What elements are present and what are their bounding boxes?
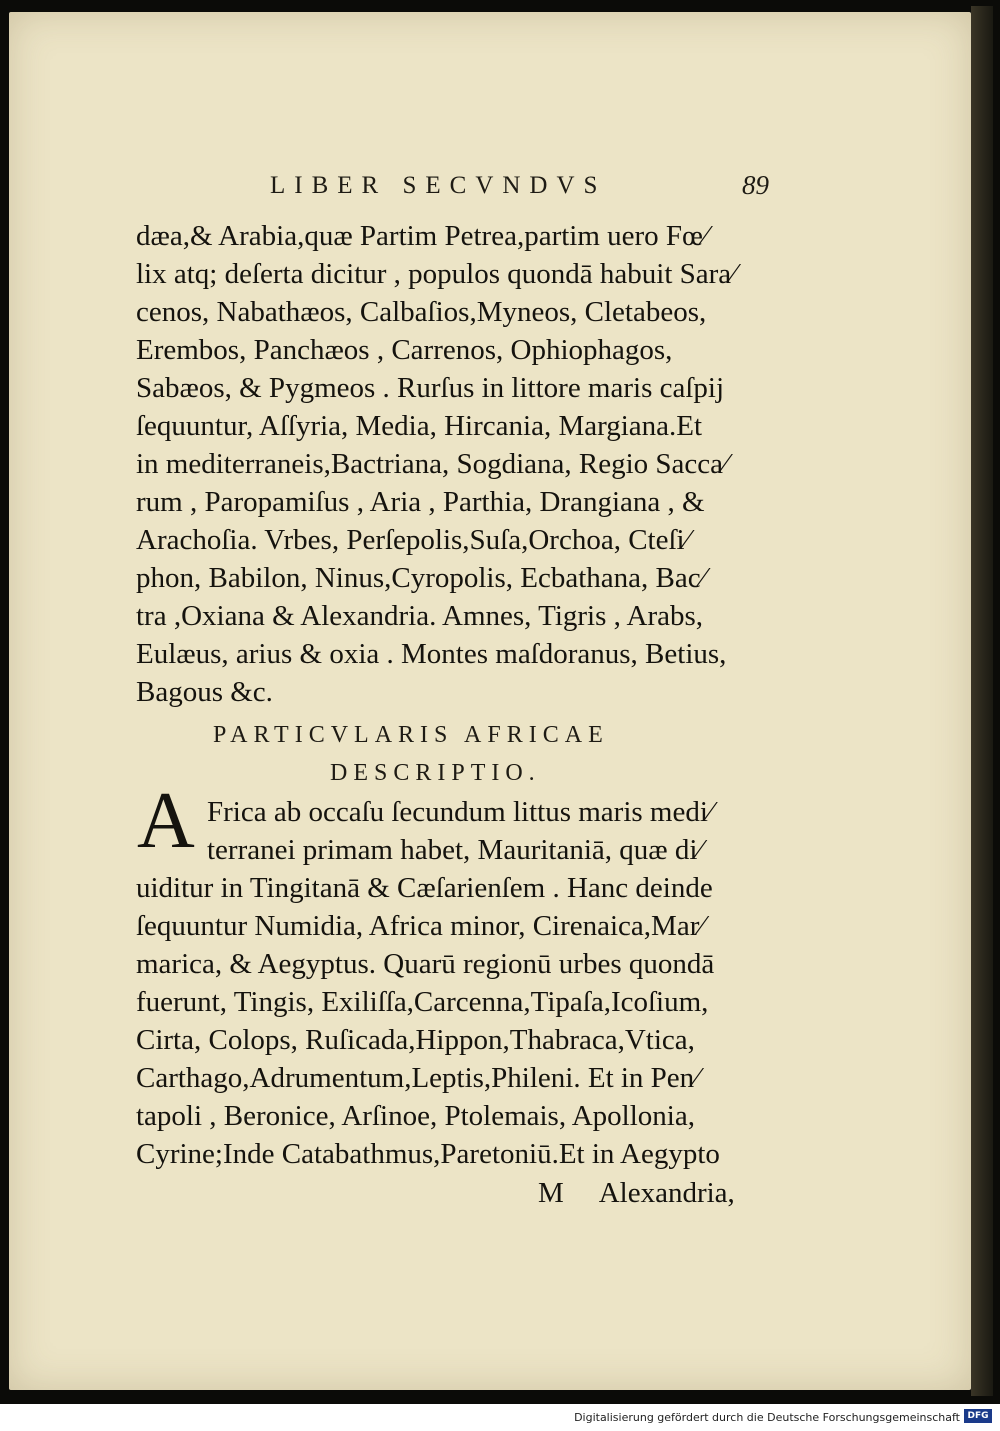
running-head: LIBER SECVNDVS (270, 172, 607, 199)
text-line: fuerunt, Tingis, Exiliſſa,Carcenna,Tipaſa,Icoſium, (136, 986, 709, 1018)
text-line: tapoli , Beronice, Arſinoe, Ptolemais, Apollonia, (136, 1100, 695, 1132)
page-number: 89 (742, 170, 769, 200)
text-line: Eulæus, arius & oxia . Montes maſdoranus, Betius, (136, 638, 727, 670)
section-heading-line-2: DESCRIPTIO. (330, 760, 541, 786)
section-heading-line-1: PARTICVLARIS AFRICAE (213, 722, 609, 748)
footer-credit: Digitalisierung gefördert durch die Deutsche Forschungsgemeinschaft (574, 1411, 960, 1424)
text-line: dæa,& Arabia,quæ Partim Petrea,partim uero Fœ⁄ (136, 220, 708, 252)
drop-cap: A (137, 777, 195, 865)
text-line: Erembos, Panchæos , Carrenos, Ophiophagos, (136, 334, 673, 366)
text-line: phon, Babilon, Ninus,Cyropolis, Ecbathana, Bac⁄ (136, 562, 706, 594)
text-line: marica, & Aegyptus. Quarū regionū urbes quondā (136, 948, 715, 980)
text-line: ſequuntur, Aſſyria, Media, Hircania, Margiana.Et (136, 410, 703, 442)
page-edge (971, 6, 993, 1396)
dfg-logo: DFG (964, 1409, 992, 1423)
text-line: Sabæos, & Pygmeos . Rurſus in littore maris caſpij (136, 372, 725, 404)
text-line: rum , Paropamiſus , Aria , Parthia, Drangiana , & (136, 486, 705, 518)
text-line: lix atq; deſerta dicitur , populos quondā habuit Sara⁄ (136, 258, 737, 290)
catchword: Alexandria, (598, 1177, 735, 1209)
text-line: in mediterraneis,Bactriana, Sogdiana, Regio Sacca⁄ (136, 448, 728, 480)
text-line: tra ,Oxiana & Alexandria. Amnes, Tigris , Arabs, (136, 600, 704, 632)
text-line: cenos, Nabathæos, Calbaſios,Myneos, Cletabeos, (136, 296, 707, 328)
text-line: Arachoſia. Vrbes, Perſepolis,Suſa,Orchoa, Cteſi⁄ (136, 524, 690, 556)
signature-mark: M (538, 1177, 564, 1209)
text-line: Cirta, Colops, Ruſicada,Hippon,Thabraca,Vtica, (136, 1024, 695, 1056)
text-line: Cyrine;Inde Catabathmus,Paretoniū.Et in Aegypto (136, 1138, 720, 1170)
text-line: Frica ab occaſu ſecundum littus maris medi⁄ (207, 796, 713, 828)
text-line: Bagous &c. (136, 676, 273, 708)
text-line: ſequuntur Numidia, Africa minor, Cirenaica,Mar⁄ (136, 910, 705, 942)
text-line: Carthago,Adrumentum,Leptis,Phileni. Et in Pen⁄ (136, 1062, 700, 1094)
text-line: terranei primam habet, Mauritaniā, quæ di⁄ (207, 834, 703, 866)
text-line: uiditur in Tingitanā & Cæſarienſem . Hanc deinde (136, 872, 713, 904)
catchword-line (538, 1175, 735, 1211)
